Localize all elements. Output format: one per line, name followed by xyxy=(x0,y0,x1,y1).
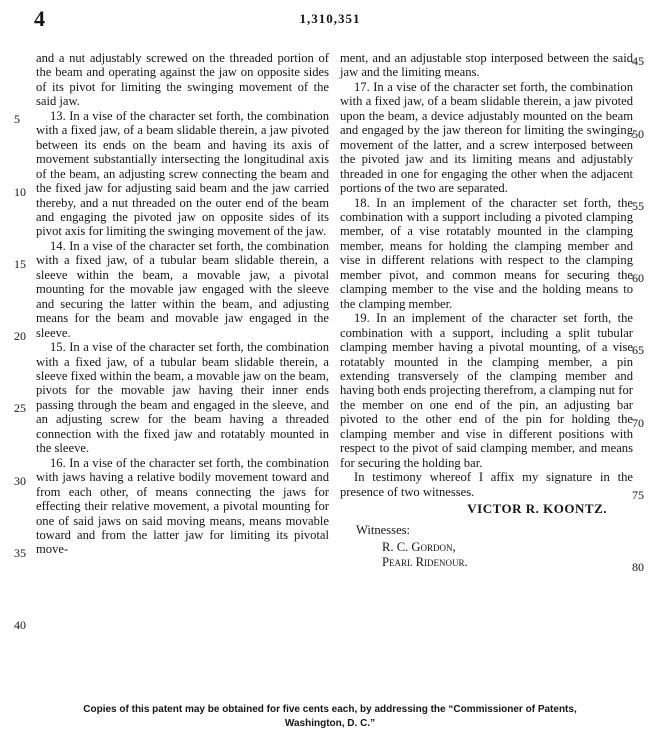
claim-14: 14. In a vise of the character set forth, the combination with a fixed jaw, of a tubular beam slidable therein, a sleeve within the beam, a movable jaw, a pivotal mounting for the movable jaw engaged with the sleeve and securing the latter within the beam, and adjusting means for the beam and movable jaw engaged in the sleeve. xyxy=(36,238,329,340)
claim-18: 18. In an implement of the character set forth, the combination with a support including a pivoted clamping member, of a vise rotatably mounted in the clamping member, means for holding the clamping member and vise in different relations with respect to the clamping member pivot, and common means for securing the clamping member to the vise and the holding means to the clamping member. xyxy=(340,195,633,311)
footer-note xyxy=(40,703,620,731)
claim-16: 16. In a vise of the character set forth, the combination with jaws having a relative bodily movement toward and from each other, of means connecting the jaws for effecting their relative movement, a pivotal mounting for one of said jaws on said moving means, means movable toward and from the latter jaw for limiting its pivotal move- xyxy=(36,455,329,557)
witnesses-label: Witnesses: xyxy=(356,523,411,538)
witness-name: Pearl Ridenour. xyxy=(382,555,468,570)
right-column xyxy=(340,51,633,570)
line-number: 5 xyxy=(14,112,20,126)
claim-13: 13. In a vise of the character set forth, the combination with a fixed jaw, of a beam slidable therein, a jaw pivoted between its ends on the beam and having its axis of movement substantially intersecting the longitudinal axis of the beam, an adjusting screw connecting the beam and the fixed jaw for adjusting said beam and the jaw carried thereby, and a nut threaded on the outer end of the beam and engaging the pivoted jaw on opposite sides of its pivot axis for limiting the swinging movement of the jaw. xyxy=(36,108,329,239)
page-number: 4 xyxy=(34,6,45,31)
claim-continuation: and a nut adjustably screwed on the threaded portion of the beam and operating against the jaw on opposite sides of its pivot for limiting the swinging movement of the said jaw. xyxy=(36,51,329,109)
testimony-clause: In testimony whereof I affix my signature in the presence of two witnesses. xyxy=(340,470,633,499)
claim-16-continuation: ment, and an adjustable stop interposed between the said jaw and the limiting means. xyxy=(340,51,633,80)
line-number: 70 xyxy=(632,416,644,430)
footer-line: Washington, D. C.” xyxy=(284,718,376,729)
line-number: 40 xyxy=(14,618,26,632)
claim-17: 17. In a vise of the character set forth, the combination with a fixed jaw, of a beam slidable therein, a jaw pivoted upon the beam, a device adjustably mounted on the beam and engaged by the jaw thereon for limiting the swinging movement of the latter, and a screw interposed between the pivoted jaw and its limiting means and adjustably threaded in one for engaging the other when the adjacent portions of the two are separated. xyxy=(340,79,633,196)
patent-number: 1,310,351 xyxy=(299,11,361,26)
claim-15: 15. In a vise of the character set forth, the combination with a fixed jaw, of a tubular beam slidable therein, a sleeve fixed within the beam, a movable jaw on the beam, pivots for the movable jaw having their inner ends passing through the beam and engaged in the sleeve, and an adjusting screw for the beam having a threaded connection with the fixed jaw and rotatably mounted in the sleeve. xyxy=(36,340,329,456)
line-number: 60 xyxy=(632,271,644,285)
inventor-signature: VICTOR R. KOONTZ. xyxy=(467,501,607,517)
line-number: 35 xyxy=(14,546,26,560)
line-number: 45 xyxy=(632,54,644,68)
line-number: 50 xyxy=(632,127,644,141)
line-number: 65 xyxy=(632,343,644,357)
line-number: 30 xyxy=(14,474,26,488)
line-number: 20 xyxy=(14,329,26,343)
footer-line: Copies of this patent may be obtained for five cents each, by addressing the “Commissioner of Patents, xyxy=(83,704,577,715)
line-number: 80 xyxy=(632,560,644,574)
line-number: 25 xyxy=(14,401,26,415)
left-column xyxy=(36,51,329,557)
line-number: 10 xyxy=(14,185,26,199)
claim-19: 19. In an implement of the character set forth, the combination with a support, including a split tubular clamping member having a pivotal mounting, of a vise rotatably mounted in the clamping member, a pin extending transversely of the clamping member and having both ends projecting therefrom, a clamping nut for the member on one end of the pin, an adjusting bar pivoted to the other end of the pin for holding the clamping member and vise in different positions with respect to the pivot of said clamping member, and means for securing the holding bar. xyxy=(340,311,633,470)
witness-name: R. C. Gordon, xyxy=(382,540,456,555)
line-number: 55 xyxy=(632,199,644,213)
line-number: 75 xyxy=(632,488,644,502)
line-number: 15 xyxy=(14,257,26,271)
